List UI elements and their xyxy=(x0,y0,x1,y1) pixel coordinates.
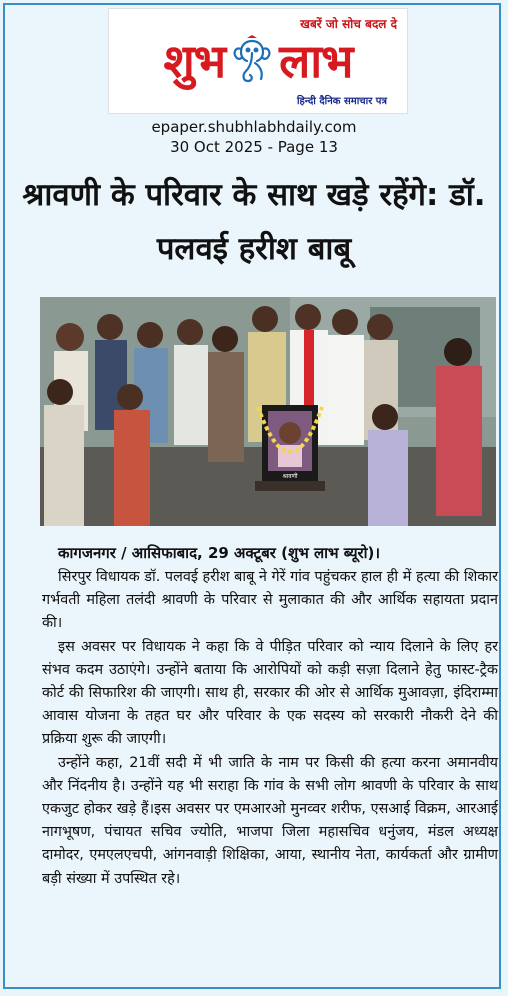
photo-illustration xyxy=(40,297,496,526)
logo-left-word: शुभ xyxy=(163,34,226,88)
article-paragraph: उन्होंने कहा, 21वीं सदी में भी जाति के नाम पर किसी की हत्या करना अमानवीय और निंदनीय है। उन्होंने यह भी सराहा कि गांव के सभी लोग श्रावणी के परिवार के साथ एकजुट होकर खड़े हैं।इस अवसर पर एमआरओ मुनव्वर शरीफ, एसआई विक्रम, आरआई नागभूषण, पंचायत सचिव ज्योति, भाजपा जिला महासचिव धनुंजय, मंडल अध्यक्ष दामोदर, एमएलएचपी, आंगनवाड़ी शिक्षिका, आया, स्थानीय नेता, कार्यकर्ता और ग्रामीण बड़ी संख्या में उपस्थित रहे। xyxy=(42,754,498,887)
article-body xyxy=(42,566,498,891)
logo xyxy=(109,31,407,91)
edition-date-page: 30 Oct 2025 - Page 13 xyxy=(170,138,338,156)
article-paragraph: इस अवसर पर विधायक ने कहा कि वे पीड़ित परिवार को न्याय दिलाने के लिए हर संभव कदम उठाएंगे। उन्होंने बताया कि आरोपियों को कड़ी सज़ा दिलाने हेतु फास्ट-ट्रैक कोर्ट की सिफारिश की जाएगी। साथ ही, सरकार की ओर से आर्थिक मुआवज़ा, इंदिराम्मा आवास योजना के तहत घर और परिवार के एक सदस्य को सरकारी नौकरी देने की प्रक्रिया शुरू की जाएगी। xyxy=(42,638,498,748)
masthead-tagline: खबरें जो सोच बदल दे xyxy=(300,17,397,31)
masthead-subtitle: हिन्दी दैनिक समाचार पत्र xyxy=(296,96,387,107)
logo-right-word: लाभ xyxy=(279,34,353,88)
masthead xyxy=(108,8,408,114)
article-dateline: कागजनगर / आसिफाबाद, 29 अक्टूबर (शुभ लाभ ब्यूरो)। xyxy=(58,544,381,562)
article-paragraph: सिरपुर विधायक डॉ. पलवई हरीश बाबू ने गेरें गांव पहुंचकर हाल ही में हत्या की शिकार गर्भवती महिला तलंदी श्रावणी के परिवार से मुलाकात की और आर्थिक सहायता प्रदान की। xyxy=(42,569,498,632)
ganesha-icon xyxy=(229,35,275,87)
article-headline: श्रावणी के परिवार के साथ खड़े रहेंगे: डॉ. पलवई हरीश बाबू xyxy=(22,177,486,267)
news-photo xyxy=(40,297,496,526)
epaper-url[interactable]: epaper.shubhlabhdaily.com xyxy=(151,118,357,136)
portrait-caption: श्रावणी xyxy=(282,473,298,480)
